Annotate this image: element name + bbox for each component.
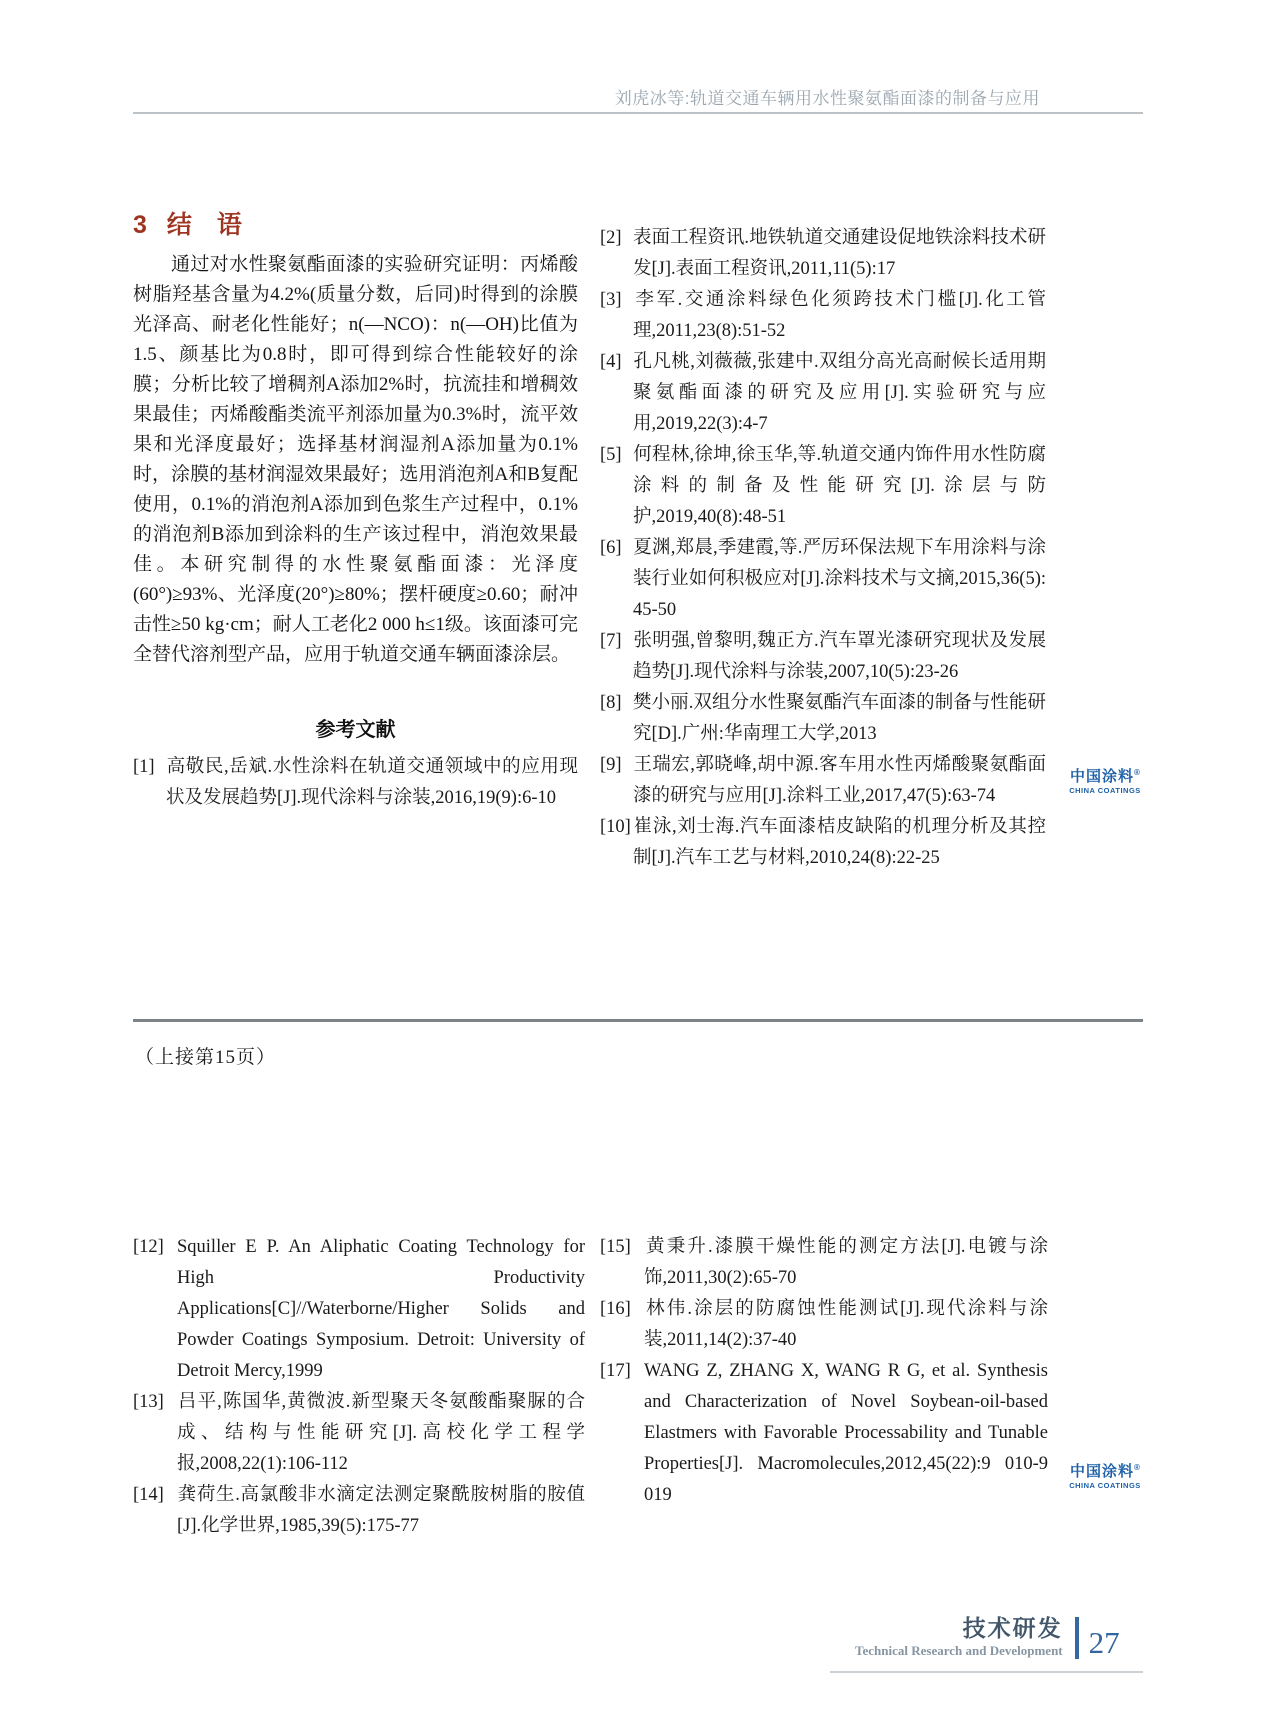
reference-number: [17] [600, 1361, 631, 1381]
reference-item-14 [133, 1480, 585, 1542]
reference-item-3 [600, 285, 1046, 347]
reference-number: [6] [600, 538, 622, 558]
reference-text: 张明强,曾黎明,魏正方.汽车罩光漆研究现状及发展趋势[J].现代涂料与涂装,2007,10(5):23-26 [633, 631, 1046, 682]
china-coatings-logo-en: CHINA COATINGS [1069, 1481, 1141, 1490]
reference-text: 表面工程资讯.地铁轨道交通建设促地铁涂料技术研发[J].表面工程资讯,2011,11(5):17 [633, 228, 1046, 279]
reference-item-13 [133, 1387, 585, 1480]
reference-text: 黄秉升.漆膜干燥性能的测定方法[J].电镀与涂饰,2011,30(2):65-70 [644, 1237, 1048, 1288]
reference-item-1 [133, 752, 578, 814]
reference-number: [8] [600, 693, 622, 713]
reference-item-7 [600, 626, 1046, 688]
running-head-title: 刘虎冰等:轨道交通车辆用水性聚氨酯面漆的制备与应用 [614, 89, 1040, 108]
reference-item-5 [600, 440, 1046, 533]
reference-text: Squiller E P. An Aliphatic Coating Technology for High Productivity Applications[C]//Waterborne/Higher Solids and Powder Coatings Symposium. Detroit: University of Detroit Mercy,1999 [177, 1237, 585, 1381]
reference-number: [4] [600, 352, 622, 372]
reference-text: WANG Z, ZHANG X, WANG R G, et al. Synthesis and Characterization of Novel Soybean-oil-based Elastmers with Favorable Processability and Tunable Properties[J]. Macromolecules,2012,45(22):9 010-9 019 [644, 1361, 1048, 1505]
references-heading: 参考文献 [315, 719, 396, 741]
footer-rule [830, 1671, 1143, 1673]
reference-item-9 [600, 750, 1046, 812]
reference-text: 吕平,陈国华,黄微波.新型聚天冬氨酸酯聚脲的合成、结构与性能研究[J].高校化学工程学报,2008,22(1):106-112 [177, 1392, 585, 1474]
reference-item-16 [600, 1294, 1048, 1356]
reference-text: 樊小丽.双组分水性聚氨酯汽车面漆的制备与性能研究[D].广州:华南理工大学,2013 [633, 693, 1046, 744]
reference-text: 高敬民,岳斌.水性涂料在轨道交通领域中的应用现状及发展趋势[J].现代涂料与涂装,2016,19(9):6-10 [166, 757, 578, 808]
reference-number: [2] [600, 228, 622, 248]
reference-number: [3] [600, 290, 622, 310]
china-coatings-logo-en: CHINA COATINGS [1069, 786, 1141, 795]
logo-cn-text: 中国涂料 [1070, 1463, 1135, 1480]
reference-text: 孔凡桃,刘薇薇,张建中.双组分高光高耐候长适用期聚氨酯面漆的研究及应用[J].实验研究与应用,2019,22(3):4-7 [633, 352, 1046, 434]
china-coatings-logo-cn [1060, 769, 1150, 784]
reference-number: [16] [600, 1299, 631, 1319]
reference-text: 崔泳,刘士海.汽车面漆桔皮缺陷的机理分析及其控制[J].汽车工艺与材料,2010,24(8):22-25 [633, 817, 1046, 868]
reference-number: [13] [133, 1392, 164, 1412]
page-footer [855, 1616, 1120, 1659]
reference-text: 龚荷生.高氯酸非水滴定法测定聚酰胺树脂的胺值[J].化学世界,1985,39(5):175-77 [177, 1485, 585, 1536]
reference-number: [1] [133, 757, 155, 777]
reference-text: 李军.交通涂料绿色化须跨技术门槛[J].化工管理,2011,23(8):51-52 [633, 290, 1046, 341]
reference-number: [5] [600, 445, 622, 465]
reference-number: [10] [600, 817, 631, 837]
continuation-note: （上接第15页） [135, 1047, 277, 1068]
reference-item-6 [600, 533, 1046, 626]
reference-item-12 [133, 1232, 585, 1387]
column-bottom-right [600, 1232, 1048, 1511]
section-number: 3 [133, 211, 147, 239]
section-divider-rule [133, 1019, 1143, 1022]
reference-text: 王瑞宏,郭晓峰,胡中源.客车用水性丙烯酸聚氨酯面漆的研究与应用[J].涂料工业,2017,47(5):63-74 [633, 755, 1046, 806]
reference-item-10 [600, 812, 1046, 874]
conclusion-paragraph: 通过对水性聚氨酯面漆的实验研究证明：丙烯酸树脂羟基含量为4.2%(质量分数，后同)时得到的涂膜光泽高、耐老化性能好；n(—NCO)：n(—OH)比值为1.5、颜基比为0.8时，即可得到综合性能较好的涂膜；分析比较了增稠剂A添加2%时，抗流挂和增稠效果最佳；丙烯酸酯类流平剂添加量为0.3%时，流平效果和光泽度最好；选择基材润湿剂A添加量为0.1%时，涂膜的基材润湿效果最好；选用消泡剂A和B复配使用，0.1%的消泡剂A添加到色浆生产过程中，0.1%的消泡剂B添加到涂料的生产该过程中，消泡效果最佳。本研究制得的水性聚氨酯面漆：光泽度(60°)≥93%、光泽度(20°)≥80%；摆杆硬度≥0.60；耐冲击性≥50 kg·cm；耐人工老化2 000 h≤1级。该面漆可完全替代溶剂型产品，应用于轨道交通车辆面漆涂层。 [133, 254, 578, 665]
footer-section-en: Technical Research and Development [855, 1643, 1063, 1659]
reference-item-4 [600, 347, 1046, 440]
reference-text: 何程林,徐坤,徐玉华,等.轨道交通内饰件用水性防腐涂料的制备及性能研究[J].涂层与防护,2019,40(8):48-51 [633, 445, 1046, 527]
reference-number: [15] [600, 1237, 631, 1257]
reference-item-15 [600, 1232, 1048, 1294]
reference-text: 夏渊,郑晨,季建霞,等.严厉环保法规下车用涂料与涂装行业如何积极应对[J].涂料技术与文摘,2015,36(5): 45-50 [633, 538, 1046, 620]
footer-divider-bar [1075, 1617, 1079, 1659]
reference-number: [12] [133, 1237, 164, 1257]
reference-item-17 [600, 1356, 1048, 1511]
footer-section-cn: 技术研发 [962, 1615, 1063, 1641]
china-coatings-logo [1060, 769, 1150, 795]
china-coatings-logo [1060, 1464, 1150, 1490]
reference-text: 林伟.涂层的防腐蚀性能测试[J].现代涂料与涂装,2011,14(2):37-40 [644, 1299, 1048, 1350]
registered-mark: ® [1134, 1463, 1140, 1472]
column-top-right [600, 223, 1046, 874]
page-number: 27 [1088, 1625, 1120, 1661]
section-title: 结 语 [166, 211, 242, 239]
footer-section-block [855, 1616, 1063, 1659]
reference-number: [9] [600, 755, 622, 775]
reference-item-2 [600, 223, 1046, 285]
header-rule [133, 112, 1143, 114]
china-coatings-logo-cn [1060, 1464, 1150, 1479]
registered-mark: ® [1134, 768, 1140, 777]
reference-number: [7] [600, 631, 622, 651]
logo-cn-text: 中国涂料 [1070, 768, 1135, 785]
reference-item-8 [600, 688, 1046, 750]
section-heading [133, 213, 578, 238]
column-top-left [133, 213, 578, 814]
reference-number: [14] [133, 1485, 164, 1505]
column-bottom-left [133, 1232, 585, 1542]
